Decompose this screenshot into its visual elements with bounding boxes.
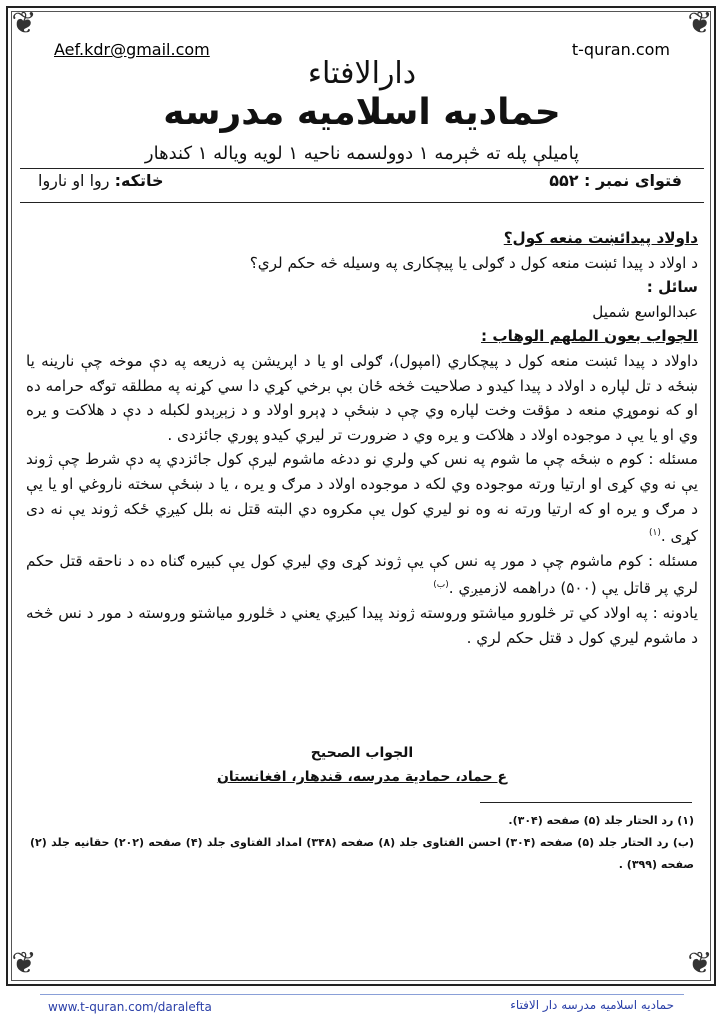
khatima-label: خاتکه: <box>114 171 164 190</box>
header-website[interactable]: t-quran.com <box>571 40 670 59</box>
corner-ornament-icon: ❦ <box>687 6 713 41</box>
corner-ornament-icon: ❦ <box>11 946 37 981</box>
footer-divider <box>40 994 684 995</box>
answer-paragraph-3 <box>26 549 698 601</box>
fatwa-number: فتوای نمبر : ۵۵۲ <box>549 171 682 190</box>
asker-name: عبدالواسع شمیل <box>592 302 698 321</box>
asker-label: سائل : <box>646 278 698 297</box>
header-email[interactable]: Aef.kdr@gmail.com <box>54 40 210 59</box>
corner-ornament-icon: ❦ <box>11 6 37 41</box>
corner-ornament-icon: ❦ <box>687 946 713 981</box>
khatima <box>38 171 164 190</box>
footnote-ref-2[interactable]: (ب) <box>433 580 449 591</box>
signature-line-2: ع حماد، حمادیة مدرسه، قندهار، افغانستان <box>216 769 508 785</box>
question-title: داولاد پیدائښت منعه کول؟ <box>503 229 698 247</box>
meta-divider <box>20 202 704 203</box>
header-title-small: دارالافتاء <box>307 56 417 91</box>
footer-name: حمادیه اسلامیه مدرسه دار الافتاء <box>510 998 674 1012</box>
paragraph-2-text: مسئله : کوم ه ښځه چې ما شوم په نس کي ولري نو ددغه ماشوم لیرې کول جائزدي په دې شرط چې ژوند یې نه وي کړی او ارتیا ورته موجوده وي لکه د موجوده اولاد د مرګ و یره ، یا د ښځې سخته ناروغي او یا یې د مرګ و یره او که ارتیا ورته نه وه نو لیري کول یې مکروه دي البته قتل نه بلل کیږي ځکه ژوند یې نه دی کړی . <box>26 450 698 546</box>
header-title-large: حمادیه اسلامیه مدرسه <box>163 92 561 133</box>
header-address: پامیلې پله ته څېرمه ۱ دوولسمه ناحیه ۱ لویه ویاله ۱ کندهار <box>144 143 580 164</box>
fatwa-body <box>26 226 698 650</box>
footnote-2: (ب) رد الحتار جلد (۵) صفحه (۳۰۴) احسن الفتاوی جلد (۸) صفحه (۳۴۸) امداد الفتاوی جلد (۴) صفحه (۲۰۲) حقانیه جلد (۲) صفحه (۳۹۹) . <box>30 836 695 871</box>
header-divider <box>20 168 704 169</box>
answer-paragraph-2 <box>26 447 698 548</box>
paragraph-3-text: مسئله : کوم ماشوم چې د مور په نس کې یې ژوند کړی وي لیري کول یې کبیره ګناه ده د ناحقه قتل حکم لري پر قاتل یې (۵۰۰) دراهمه لازمیږي . <box>26 551 698 598</box>
signature-line-1: الجواب الصحیح <box>310 745 414 761</box>
footnote-divider <box>480 802 692 803</box>
answer-paragraph-1: داولاد د پیدا ئښت منعه کول د پیچکاري (امپول)، ګولی او یا د اپریشن په ذریعه په دې موخه چې نارینه یا ښځه د تل لپاره د اولاد د پیدا کیدو د صلاحیت څخه ځان بې برخي کړي دا سي کړنه په مطلقه توګه حرامه ده او که نوموړي منعه د مؤقت وخت لپاره وي چې د ښځې د ډېرو اولاد و د زېږېدو لکبله د دې د هلاکت و یره وي او یا یې د موجوده اولاد د هلاکت و یره وي د ضرورت تر لیري کیدو پوري جائزدی . <box>26 351 698 444</box>
signature <box>0 741 724 789</box>
answer-heading: الجواب بعون الملهم الوهاب : <box>481 327 698 346</box>
footnote-ref-1[interactable]: (۱) <box>648 528 661 539</box>
footnotes <box>30 810 694 876</box>
footnote-1: (۱) رد الحتار جلد (۵) صفحه (۳۰۴). <box>508 814 694 827</box>
khatima-value: روا او ناروا <box>38 171 110 190</box>
answer-paragraph-4: یادونه : په اولاد کي تر څلورو میاشتو وروسته ژوند پیدا کیږي یعني د څلورو میاشتو وروسته د مور د نس څخه د ماشوم لیري کول د قتل حکم لري . <box>26 604 698 647</box>
question-text: د اولاد د پیدا ئښت منعه کول د ګولی یا پیچکاری په وسیله څه حکم لري؟ <box>249 253 698 272</box>
footer-url[interactable]: www.t-quran.com/daralefta <box>48 1000 212 1014</box>
